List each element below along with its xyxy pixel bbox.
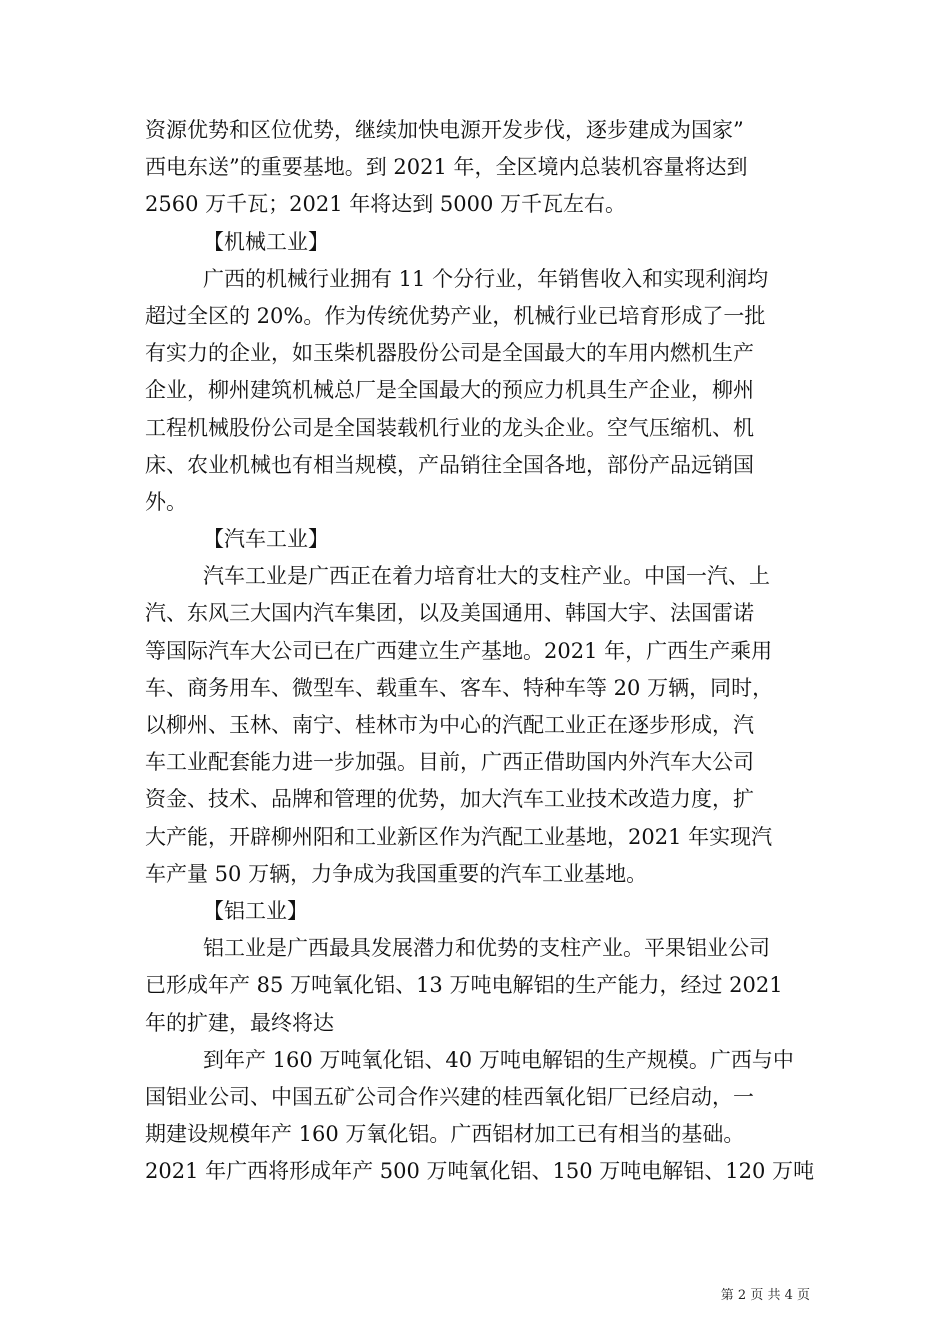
text-line-10: 床、农业机械也有相当规模，产品销往全国各地，部份产品远销国	[145, 452, 754, 477]
text-line-23: 铝工业是广西最具发展潜力和优势的支柱产业。平果铝业公司	[203, 936, 770, 961]
text-line-8: 企业，柳州建筑机械总厂是全国最大的预应力机具生产企业，柳州	[145, 378, 754, 403]
body-text	[145, 112, 815, 1190]
section-heading-automobile: 【汽车工业】	[203, 527, 329, 552]
text-line-24: 已形成年产 85 万吨氧化铝、13 万吨电解铝的生产能力，经过 2021	[145, 973, 783, 998]
text-line-7: 有实力的企业，如玉柴机器股份公司是全国最大的车用内燃机生产	[145, 341, 754, 366]
text-line-17: 以柳州、玉林、南宁、桂林市为中心的汽配工业正在逐步形成，汽	[145, 713, 754, 737]
text-line-14: 汽、东风三大国内汽车集团，以及美国通用、韩国大宇、法国雷诺	[145, 601, 754, 626]
text-line-29: 2021 年广西将形成年产 500 万吨氧化铝、150 万吨电解铝、120 万吨	[145, 1159, 815, 1184]
text-line-3: 2560 万千瓦；2021 年将达到 5000 万千瓦左右。	[145, 192, 627, 217]
text-line-1: 资源优势和区位优势，继续加快电源开发步伐，逐步建成为国家”	[145, 118, 744, 142]
text-line-25: 年的扩建，最终将达	[145, 1010, 334, 1035]
text-line-9: 工程机械股份公司是全国装载机行业的龙头企业。空气压缩机、机	[145, 415, 754, 440]
text-line-18: 车工业配套能力进一步加强。目前，广西正借助国内外汽车大公司	[145, 750, 754, 775]
page-number-footer: 第 2 页 共 4 页	[720, 1288, 810, 1303]
text-line-27: 国铝业公司、中国五矿公司合作兴建的桂西氧化铝厂已经启动，一	[145, 1084, 754, 1109]
text-line-2: 西电东送”的重要基地。到 2021 年，全区境内总装机容量将达到	[145, 155, 748, 180]
text-line-26: 到年产 160 万吨氧化铝、40 万吨电解铝的生产规模。广西与中	[203, 1047, 794, 1072]
section-heading-aluminum: 【铝工业】	[203, 898, 308, 923]
text-line-6: 超过全区的 20%。作为传统优势产业，机械行业已培育形成了一批	[145, 303, 766, 328]
text-line-11: 外。	[145, 489, 187, 514]
section-heading-machinery: 【机械工业】	[203, 229, 329, 254]
text-line-20: 大产能，开辟柳州阳和工业新区作为汽配工业基地，2021 年实现汽	[145, 824, 773, 849]
text-line-15: 等国际汽车大公司已在广西建立生产基地。2021 年，广西生产乘用	[145, 638, 773, 663]
text-line-16: 车、商务用车、微型车、载重车、客车、特种车等 20 万辆，同时，	[145, 675, 774, 700]
text-line-19: 资金、技术、品牌和管理的优势，加大汽车工业技术改造力度，扩	[145, 787, 754, 812]
text-line-5: 广西的机械行业拥有 11 个分行业，年销售收入和实现利润均	[203, 266, 769, 291]
text-line-13: 汽车工业是广西正在着力培育壮大的支柱产业。中国一汽、上	[203, 564, 770, 589]
text-line-21: 车产量 50 万辆，力争成为我国重要的汽车工业基地。	[145, 861, 648, 886]
text-line-28: 期建设规模年产 160 万氧化铝。广西铝材加工已有相当的基础。	[145, 1122, 745, 1147]
